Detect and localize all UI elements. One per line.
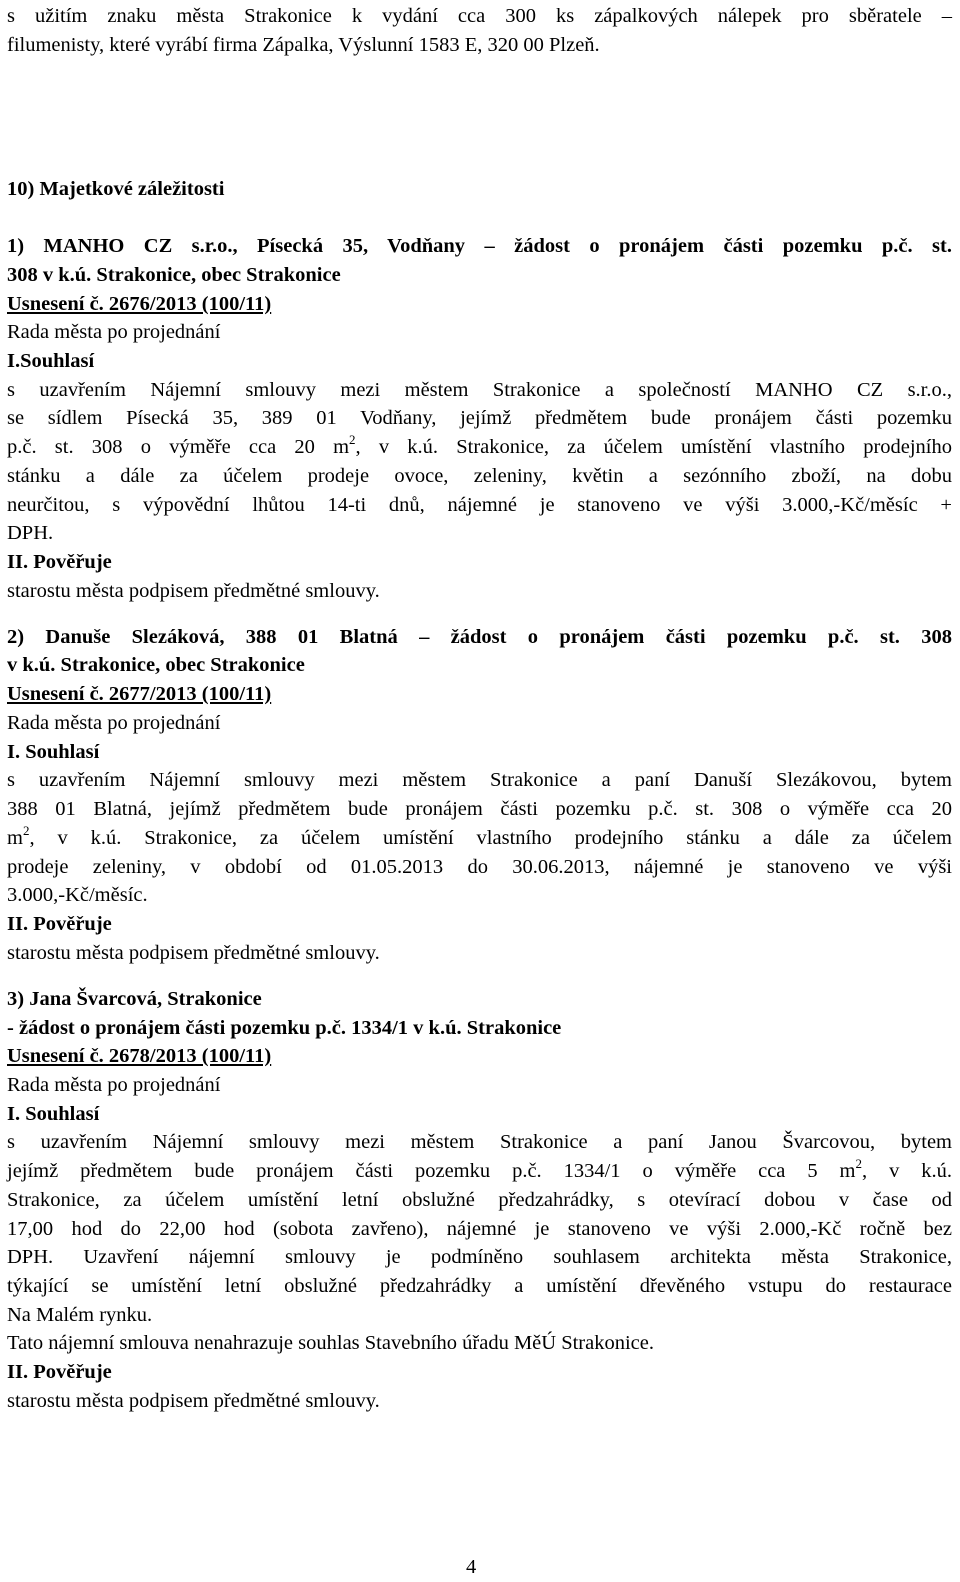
item1-authorize-text: starostu města podpisem předmětné smlouvy. (7, 580, 380, 602)
item2-text-line-3b: , v k.ú. Strakonice, za účelem umístění vlastního prodejního stánku a dále za účelem (29, 827, 952, 849)
item3-resolution-number: Usnesení č. 2678/2013 (100/11) (7, 1045, 272, 1067)
item1-council-text: Rada města po projednání (7, 321, 221, 343)
item2-authorize-text: starostu města podpisem předmětné smlouvy. (7, 942, 380, 964)
item1-text-line-6: DPH. (7, 522, 54, 544)
item2-heading-line-2: v k.ú. Strakonice, obec Strakonice (7, 654, 305, 676)
intro-line-1: s užitím znaku města Strakonice k vydání cca 300 ks zápalkových nálepek pro sběratele – (7, 5, 952, 27)
item1-superscript: 2 (349, 432, 356, 447)
item2-council-text: Rada města po projednání (7, 712, 221, 734)
item1-text-line-3 (7, 432, 952, 462)
item3-text-line-4: 17,00 hod do 22,00 hod (sobota zavřeno), nájemné je stanoveno ve výši 2.000,-Kč ročně bez (7, 1218, 952, 1240)
intro-line-2: filumenisty, které vyrábí firma Zápalka, Výslunní 1583 E, 320 00 Plzeň. (7, 34, 600, 56)
item2-heading-line-1: 2) Danuše Slezáková, 388 01 Blatná – žádost o pronájem části pozemku p.č. st. 308 (7, 626, 952, 648)
item1-text-line-1: s uzavřením Nájemní smlouvy mezi městem Strakonice a společností MANHO CZ s.r.o., (7, 379, 952, 401)
item2-resolution-number: Usnesení č. 2677/2013 (100/11) (7, 683, 272, 705)
item3-text-line-6: týkající se umístění letní obslužné předzahrádky a umístění dřevěného vstupu do restaurace (7, 1275, 952, 1297)
item3-heading-line-2: - žádost o pronájem části pozemku p.č. 1334/1 v k.ú. Strakonice (7, 1017, 562, 1039)
item3-text-line-5: DPH. Uzavření nájemní smlouvy je podmíněno souhlasem architekta města Strakonice, (7, 1246, 952, 1268)
item3-text-line-2b: , v k.ú. (862, 1160, 953, 1182)
item3-heading-line-1: 3) Jana Švarcová, Strakonice (7, 988, 262, 1010)
item3-text-line-2 (7, 1156, 952, 1186)
item1-heading-line-1: 1) MANHO CZ s.r.o., Písecká 35, Vodňany – žádost o pronájem části pozemku p.č. st. (7, 235, 952, 257)
item3-text-line-2a: jejímž předmětem bude pronájem části pozemku p.č. 1334/1 o výměře cca 5 m (7, 1160, 856, 1182)
item3-authorize-heading: II. Pověřuje (7, 1361, 112, 1383)
item1-text-line-3a: p.č. st. 308 o výměře cca 20 m (7, 436, 350, 458)
item3-text-line-3: Strakonice, za účelem umístění letní obslužné předzahrádky, s otevírací dobou v čase od (7, 1189, 952, 1211)
item2-superscript: 2 (22, 823, 30, 838)
section-heading: 10) Majetkové záležitosti (7, 178, 225, 200)
item2-text-line-3 (7, 823, 952, 853)
item1-heading-line-2: 308 v k.ú. Strakonice, obec Strakonice (7, 264, 341, 286)
item2-agree-heading: I. Souhlasí (7, 741, 100, 763)
item3-text-line-7: Na Malém rynku. (7, 1304, 153, 1326)
item1-text-line-3b: , v k.ú. Strakonice, za účelem umístění vlastního prodejního (355, 436, 953, 458)
item3-authorize-text: starostu města podpisem předmětné smlouvy. (7, 1390, 380, 1412)
item3-superscript: 2 (855, 1156, 862, 1171)
item3-agree-heading: I. Souhlasí (7, 1103, 100, 1125)
item1-authorize-heading: II. Pověřuje (7, 551, 112, 573)
item1-agree-heading: I.Souhlasí (7, 350, 95, 372)
item1-resolution-number: Usnesení č. 2676/2013 (100/11) (7, 293, 272, 315)
item3-text-line-8: Tato nájemní smlouva nenahrazuje souhlas Stavebního úřadu MěÚ Strakonice. (7, 1332, 654, 1354)
item3-council-text: Rada města po projednání (7, 1074, 221, 1096)
item2-text-line-2: 388 01 Blatná, jejímž předmětem bude pronájem části pozemku p.č. st. 308 o výměře cca 20 (7, 798, 952, 820)
item1-text-line-4: stánku a dále za účelem prodeje ovoce, zeleniny, květin a sezónního zboží, na dobu (7, 465, 952, 487)
item2-authorize-heading: II. Pověřuje (7, 913, 112, 935)
item3-text-line-1: s uzavřením Nájemní smlouvy mezi městem Strakonice a paní Janou Švarcovou, bytem (7, 1131, 952, 1153)
item2-text-line-1: s uzavřením Nájemní smlouvy mezi městem Strakonice a paní Danuší Slezákovou, bytem (7, 769, 952, 791)
page-number: 4 (466, 1556, 477, 1578)
item2-text-line-3a: m (7, 827, 23, 849)
item2-text-line-4: prodeje zeleniny, v období od 01.05.2013 do 30.06.2013, nájemné je stanoveno ve výši (7, 856, 952, 878)
item1-text-line-2: se sídlem Písecká 35, 389 01 Vodňany, jejímž předmětem bude pronájem části pozemku (7, 407, 952, 429)
item1-text-line-5: neurčitou, s výpovědní lhůtou 14-ti dnů, nájemné je stanoveno ve výši 3.000,-Kč/měsíc + (7, 494, 952, 516)
item2-text-line-5: 3.000,-Kč/měsíc. (7, 884, 148, 906)
